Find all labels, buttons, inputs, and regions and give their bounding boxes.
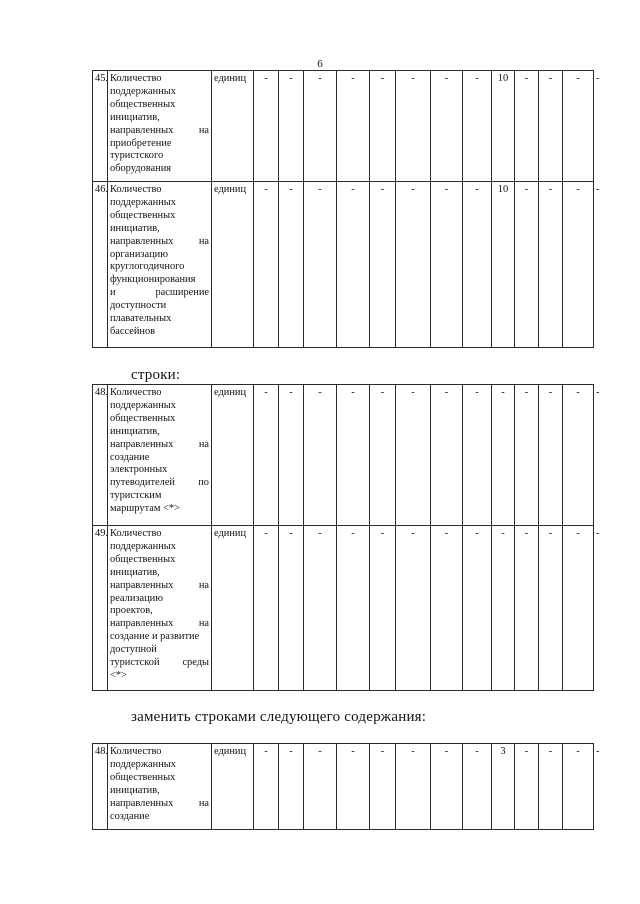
value-cell: 3	[492, 744, 515, 830]
value-cell: -	[431, 182, 463, 348]
value-cell: -	[539, 526, 563, 691]
value-cell: -	[254, 182, 279, 348]
indicator-name-line: Количество	[110, 73, 162, 84]
value-cell: -	[539, 385, 563, 526]
indicator-name	[108, 526, 212, 691]
value-cell: -	[279, 744, 304, 830]
value-cell: -	[304, 182, 337, 348]
value-cell: -	[492, 385, 515, 526]
value-cell: -	[515, 182, 539, 348]
row-number: 46.	[93, 182, 108, 348]
indicator-name-line: оборудования	[110, 163, 172, 175]
indicator-name-line: направленных на	[110, 618, 209, 630]
indicator-name-line: общественных	[110, 98, 176, 110]
row-number: 48.	[93, 744, 108, 830]
indicator-name-line: поддержанных	[110, 540, 176, 552]
value-cell: -	[563, 526, 594, 691]
indicator-name-line: туристским	[110, 490, 162, 502]
indicator-name-line: направленных на	[110, 124, 209, 136]
value-cell: -	[279, 385, 304, 526]
value-cell: -	[279, 182, 304, 348]
value-cell: -	[431, 71, 463, 182]
value-cell: -	[254, 71, 279, 182]
value-cell: -	[431, 526, 463, 691]
indicator-name-line: маршрутам <*>	[110, 503, 180, 515]
unit-cell: единиц	[212, 71, 254, 182]
heading-rows: строки:	[131, 367, 181, 383]
value-cell: -	[515, 71, 539, 182]
value-cell: -	[279, 71, 304, 182]
indicator-name-line: бассейнов	[110, 325, 156, 337]
value-cell: -	[396, 182, 431, 348]
value-cell: -	[463, 182, 492, 348]
unit-cell: единиц	[212, 182, 254, 348]
indicator-name-line: доступности	[110, 300, 167, 312]
indicator-name-line: инициатив,	[110, 425, 160, 437]
value-cell: -	[254, 744, 279, 830]
indicator-name-line: общественных	[110, 771, 176, 783]
indicator-name-line: электронных	[110, 464, 168, 476]
table-row: 45. Количество поддержанных общественных инициатив, направленных на приобретение туристского оборудования единиц - - - - - - - - 10 - - - -	[93, 71, 594, 182]
indicator-name-line: направленных на	[110, 579, 209, 591]
indicator-name-line: общественных	[110, 553, 176, 565]
value-cell: -	[337, 744, 370, 830]
indicator-name-line: инициатив,	[110, 566, 160, 578]
indicator-name-line: направленных на	[110, 438, 209, 450]
indicator-name-line: путеводителей по	[110, 477, 209, 489]
indicator-name-line: Количество	[110, 387, 162, 398]
value-cell: 10	[492, 71, 515, 182]
value-cell: -	[304, 385, 337, 526]
indicator-name-line: инициатив,	[110, 222, 160, 234]
value-cell: -	[515, 744, 539, 830]
indicator-name-line: создание	[110, 451, 150, 463]
value-cell: -	[304, 526, 337, 691]
value-cell: -	[463, 71, 492, 182]
indicator-name-line: поддержанных	[110, 196, 176, 208]
value-cell: -	[539, 182, 563, 348]
table-row: 48. Количество поддержанных общественных инициатив, направленных на создание единиц - - - - - - - - 3 - - - -	[93, 744, 594, 830]
indicator-name	[108, 744, 212, 830]
value-cell: -	[370, 526, 396, 691]
value-cell: -	[563, 744, 594, 830]
value-cell: -	[431, 744, 463, 830]
table-row: 49. Количество поддержанных общественных инициатив, направленных на реализацию проектов, направленных на создание и развитие доступной туристской среды <*> единиц - - - - - - - - - - - - -	[93, 526, 594, 691]
value-cell: -	[370, 182, 396, 348]
indicator-name	[108, 71, 212, 182]
value-cell: -	[563, 182, 594, 348]
value-cell: -	[337, 526, 370, 691]
table-row: 46. Количество поддержанных общественных инициатив, направленных на организацию круглогодичного функционирования и расширение доступности плавательных бассейнов единиц - - - - - - - - 10 - - - -	[93, 182, 594, 348]
value-cell: -	[304, 744, 337, 830]
value-cell: -	[396, 385, 431, 526]
value-cell: -	[396, 71, 431, 182]
indicator-name-line: и расширение	[110, 287, 209, 299]
row-number: 45.	[93, 71, 108, 182]
value-cell: -	[463, 744, 492, 830]
indicator-name-line: направленных на	[110, 797, 209, 809]
value-cell: -	[515, 526, 539, 691]
indicator-name-line: Количество	[110, 184, 162, 195]
indicator-name-line: организацию	[110, 248, 168, 260]
value-cell: -	[337, 71, 370, 182]
heading-replace: заменить строками следующего содержания:	[131, 709, 427, 725]
indicator-name-line: туристской среды	[110, 657, 209, 669]
value-cell: -	[431, 385, 463, 526]
indicator-name-line: Количество	[110, 528, 162, 539]
value-cell: -	[396, 744, 431, 830]
indicator-name-line: поддержанных	[110, 399, 176, 411]
indicator-table-original	[92, 70, 600, 348]
value-cell: -	[304, 71, 337, 182]
indicator-name-line: инициатив,	[110, 111, 160, 123]
indicator-table-rows-to-replace	[92, 384, 600, 691]
indicator-name-line: плавательных	[110, 313, 172, 325]
row-number: 49.	[93, 526, 108, 691]
value-cell: -	[254, 526, 279, 691]
row-number: 48.	[93, 385, 108, 526]
indicator-name-line: общественных	[110, 412, 176, 424]
value-cell: -	[463, 526, 492, 691]
indicator-name-line: доступной	[110, 644, 157, 656]
indicator-name-line: туристского	[110, 150, 164, 162]
value-cell: -	[370, 71, 396, 182]
indicator-name-line: общественных	[110, 209, 176, 221]
indicator-table-replacement	[92, 743, 600, 830]
value-cell: -	[370, 744, 396, 830]
page-number: 6	[317, 58, 323, 70]
indicator-name-line: <*>	[110, 669, 127, 681]
table-row: 48. Количество поддержанных общественных инициатив, направленных на создание электронных путеводителей по туристским маршрутам <*> единиц - - - - - - - - - - - - -	[93, 385, 594, 526]
indicator-name-line: инициатив,	[110, 784, 160, 796]
value-cell: -	[337, 385, 370, 526]
unit-cell: единиц	[212, 526, 254, 691]
indicator-name-line: поддержанных	[110, 758, 176, 770]
indicator-name-line: проектов,	[110, 605, 153, 617]
indicator-name-line: реализацию	[110, 592, 163, 604]
value-cell: -	[254, 385, 279, 526]
indicator-name-line: круглогодичного	[110, 261, 185, 273]
value-cell: -	[563, 71, 594, 182]
indicator-name-line: Количество	[110, 746, 162, 757]
unit-cell: единиц	[212, 385, 254, 526]
value-cell: -	[279, 526, 304, 691]
unit-cell: единиц	[212, 744, 254, 830]
value-cell: -	[539, 71, 563, 182]
value-cell: 10	[492, 182, 515, 348]
indicator-name-line: поддержанных	[110, 85, 176, 97]
indicator-name	[108, 385, 212, 526]
value-cell: -	[539, 744, 563, 830]
value-cell: -	[463, 385, 492, 526]
indicator-name-line: функционирования	[110, 274, 196, 286]
value-cell: -	[492, 526, 515, 691]
value-cell: -	[337, 182, 370, 348]
indicator-name-line: создание и развитие	[110, 631, 200, 643]
value-cell: -	[370, 385, 396, 526]
indicator-name-line: создание	[110, 810, 150, 822]
indicator-name	[108, 182, 212, 348]
value-cell: -	[563, 385, 594, 526]
indicator-name-line: приобретение	[110, 137, 172, 149]
value-cell: -	[396, 526, 431, 691]
value-cell: -	[515, 385, 539, 526]
indicator-name-line: направленных на	[110, 235, 209, 247]
